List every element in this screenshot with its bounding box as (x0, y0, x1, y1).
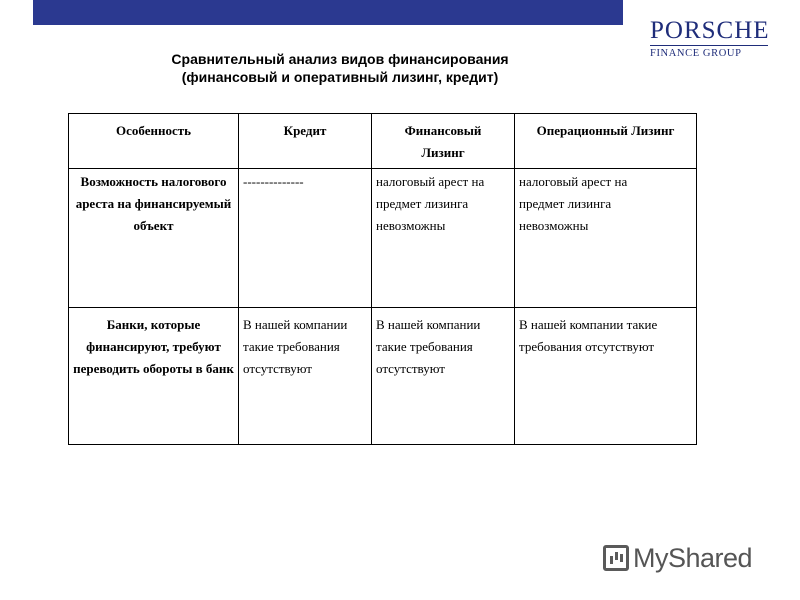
comparison-table (68, 113, 697, 445)
table-row (69, 308, 697, 445)
title-line-1: Сравнительный анализ видов финансирования (171, 51, 509, 67)
cell-credit: -------------- (239, 169, 372, 308)
logo-line-2: FINANCE GROUP (650, 48, 742, 59)
header-feature: Особенность (69, 114, 239, 169)
header-operational-leasing: Операционный Лизинг (515, 114, 697, 169)
cell-financial-leasing: В нашей компании такие требования отсутствуют (372, 308, 515, 445)
chart-icon (603, 545, 629, 571)
logo-rule (650, 45, 768, 46)
table-row (69, 169, 697, 308)
cell-operational-leasing: В нашей компании такие требования отсутствуют (515, 308, 697, 445)
header-bar (33, 0, 623, 25)
cell-operational-leasing: налоговый арест на предмет лизинга невозможны (515, 169, 697, 308)
row-feature: Банки, которые финансируют, требуют переводить обороты в банк (69, 308, 239, 445)
header-credit: Кредит (239, 114, 372, 169)
table-header-row (69, 114, 697, 169)
title-line-2: (финансовый и оперативный лизинг, кредит) (181, 69, 499, 85)
cell-credit: В нашей компании такие требования отсутствуют (239, 308, 372, 445)
porsche-finance-logo (650, 18, 775, 60)
watermark (603, 538, 778, 578)
row-feature: Возможность налогового ареста на финансируемый объект (69, 169, 239, 308)
watermark-text: MyShared (633, 542, 753, 573)
logo-line-1: PORSCHE (650, 17, 770, 44)
cell-financial-leasing: налоговый арест на предмет лизинга невозможны (372, 169, 515, 308)
page-title (120, 50, 560, 86)
header-financial-leasing: Финансовый Лизинг (372, 114, 515, 169)
